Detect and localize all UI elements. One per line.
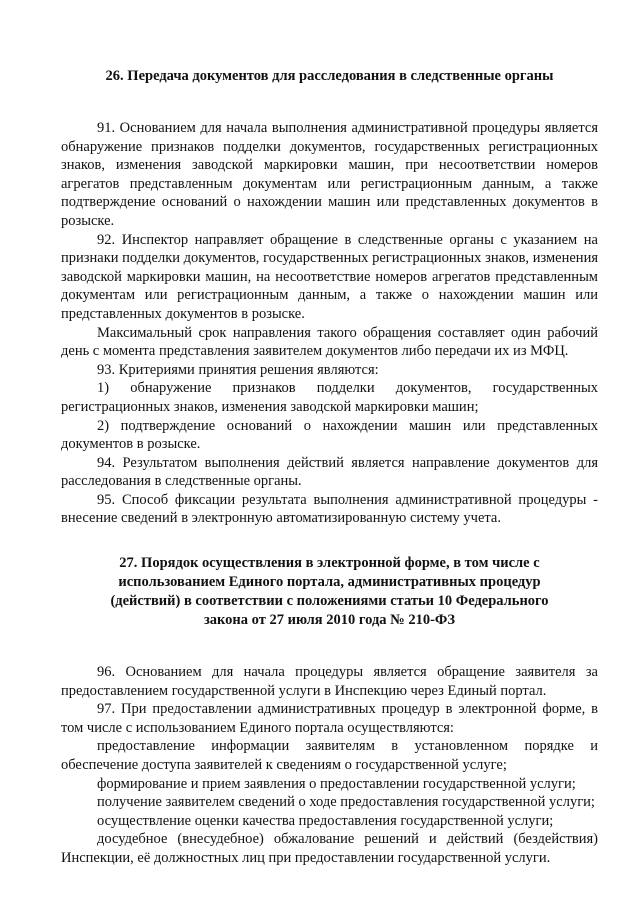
paragraph-97: 97. При предоставлении административных процедур в электронной форме, в том числе с использованием Единого портала осуществляются: [61,701,598,736]
paragraph-95: 95. Способ фиксации результата выполнения административной процедуры - внесение сведений в электронную автоматизированную систему учета. [61,491,598,527]
paragraph-91: 91. Основанием для начала выполнения административной процедуры является обнаружение признаков подделки документов, государственных регистрационных знаков, изменения заводской маркировки машин, при несоответствии номеров агрегатов представленным документам или регистрационным данным, а также подтверждение оснований о нахождении машин или представленных документов в розыске. [61,120,598,229]
list-item-quality: осуществление оценки качества предоставления государственной услуги; [97,812,554,829]
section-26-heading: 26. Передача документов для расследования в следственные органы [105,68,554,84]
section-27-body [61,663,598,868]
section-27-heading: 27. Порядок осуществления в электронной форме, в том числе с использованием Единого портала, административных процедур (действий) в соответствии с положениями статьи 10 Федерального закона от 27 июля 2010 года № 210-ФЗ [110,555,549,629]
list-item-appeal: досудебное (внесудебное) обжалование решений и действий (бездействия) Инспекции, её должностных лиц при предоставлении государственной услуги. [61,831,598,866]
list-item-application: формирование и прием заявления о предоставлении государственной услуги; [97,775,576,792]
paragraph-94: 94. Результатом выполнения действий является направление документов для расследования в следственные органы. [61,454,598,490]
list-item-status: получение заявителем сведений о ходе предоставления государственной услуги; [97,794,595,811]
paragraph-92: 92. Инспектор направляет обращение в следственные органы с указанием на признаки подделки документов, государственных регистрационных знаков, изменения заводской маркировки машин, на несоответствие номеров агрегатов представленным документам или регистрационным данным, а также о нахождении машин или представленных документов в розыске. [61,231,598,322]
criterion-1: 1) обнаружение признаков подделки документов, государственных регистрационных знаков, изменения заводской маркировки машин; [61,380,598,415]
list-item-info: предоставление информации заявителям в установленном порядке и обеспечение доступа заявителей к сведениям о государственной услуге; [61,738,598,774]
section-26-body [61,119,598,528]
paragraph-93: 93. Критериями принятия решения являются: [97,361,379,378]
paragraph-max-term: Максимальный срок направления такого обращения составляет один рабочий день с момента представления заявителем документов либо передачи их из МФЦ. [61,324,598,360]
paragraph-96: 96. Основанием для начала процедуры является обращение заявителя за предоставлением государственной услуги в Инспекцию через Единый портал. [61,664,598,699]
criterion-2: 2) подтверждение оснований о нахождении машин или представленных документов в розыске. [61,417,598,453]
